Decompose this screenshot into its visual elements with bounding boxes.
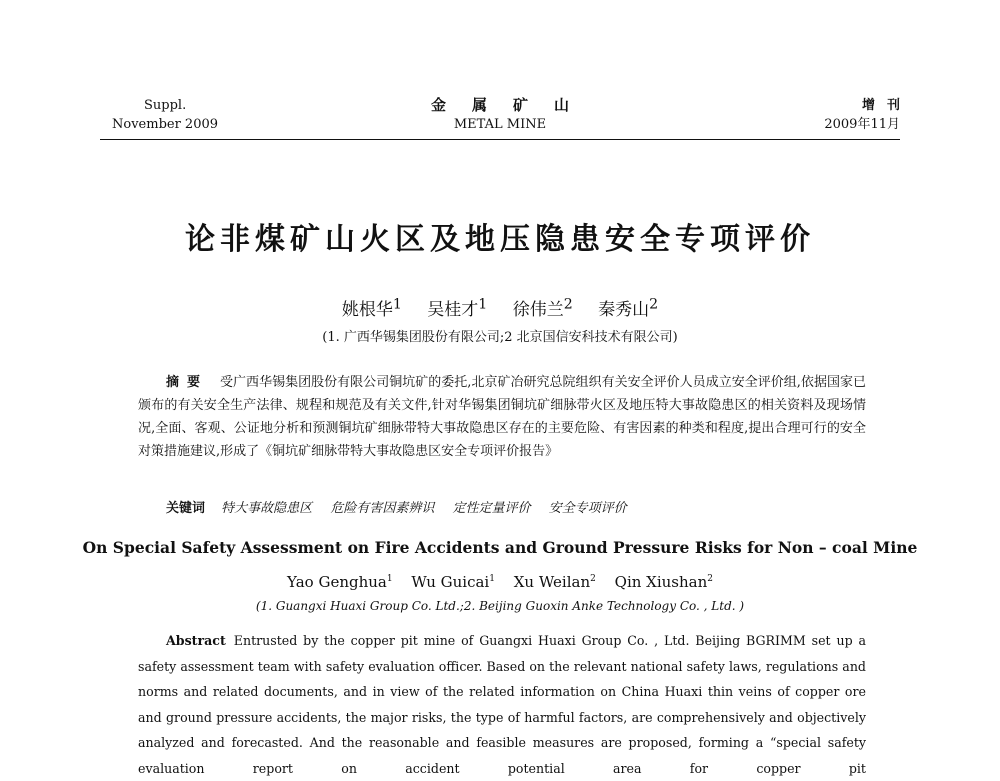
author-en: Yao Genghua$^1$ [287,573,393,591]
journal-name-en: METAL MINE [453,117,547,132]
affiliation-en: (1. Guangxi Huaxi Group Co. Ltd.;2. Beijing Guoxin Anke Technology Co. , Ltd. ) [255,599,745,613]
abstract-en-text: Entrusted by the copper pit mine of Guangxi Huaxi Group Co. , Ltd. Beijing BGRIMM set up a safety assessment team with safety evaluation officer. Based on the relevant national safety laws, regulations and norms and related documents, and in view of the related information on China Huaxi thin veins of copper ore and ground pressure accidents, the major risks, the type of harmful factors, are comprehensively and objectively analyzed and forecasted. And the reasonable and feasible measures are proposed, forming a “special safety evaluation report on accident potential area for copper pit [138,633,866,776]
header-issue-date-cn: 2009年11月 [824,117,900,132]
abstract-en-label: Abstract [166,633,226,648]
keyword-cn: 特大事故隐患区 [221,501,313,516]
header-rule [100,139,900,140]
keyword-cn: 安全专项评价 [548,501,627,516]
header-right [824,96,912,134]
author-cn: 秦秀山$^2$ [598,296,659,320]
abstract-cn [138,371,866,463]
author-cn: 徐伟兰$^2$ [512,296,573,320]
author-list-en [0,573,1000,591]
keywords-cn-label: 关键词 [166,501,206,516]
header-supplement-cn: 增刊 [861,98,912,113]
author-en: Xu Weilan$^2$ [513,573,596,591]
paper-title-cn: 论非煤矿山火区及地压隐患安全专项评价 [185,222,815,257]
header-issue-date-en: November 2009 [112,117,219,132]
author-cn: 姚根华$^1$ [341,296,402,320]
author-cn: 吴桂才$^1$ [427,296,488,320]
keyword-cn: 定性定量评价 [452,501,531,516]
author-en: Qin Xiushan$^2$ [614,573,713,591]
keywords-cn [166,497,641,516]
paper-title-en: On Special Safety Assessment on Fire Accidents and Ground Pressure Risks for Non – coal Mine [82,538,918,557]
affiliation-cn: (1. 广西华锡集团股份有限公司;2 北京国信安科技术有限公司) [322,330,678,345]
keyword-cn: 危险有害因素辨识 [330,501,435,516]
journal-name-cn: 金属矿山 [430,96,595,114]
author-list-cn [0,295,1000,320]
abstract-cn-text: 受广西华锡集团股份有限公司铜坑矿的委托,北京矿冶研究总院组织有关安全评价人员成立安全评价组,依据国家已颁布的有关安全生产法律、规程和规范及有关文件,针对华锡集团铜坑矿细脉带火区及地压特大事故隐患区的相关资料及现场情况,全面、客观、公证地分析和预测铜坑矿细脉带特大事故隐患区存在的主要危险、有害因素的种类和程度,提出合理可行的安全对策措施建议,形成了《铜坑矿细脉带特大事故隐患区安全专项评价报告》 [138,375,866,459]
header-suppl: Suppl. [144,98,187,113]
abstract-en [138,628,866,776]
abstract-cn-label: 摘要 [166,375,209,390]
author-en: Wu Guicai$^1$ [411,573,495,591]
